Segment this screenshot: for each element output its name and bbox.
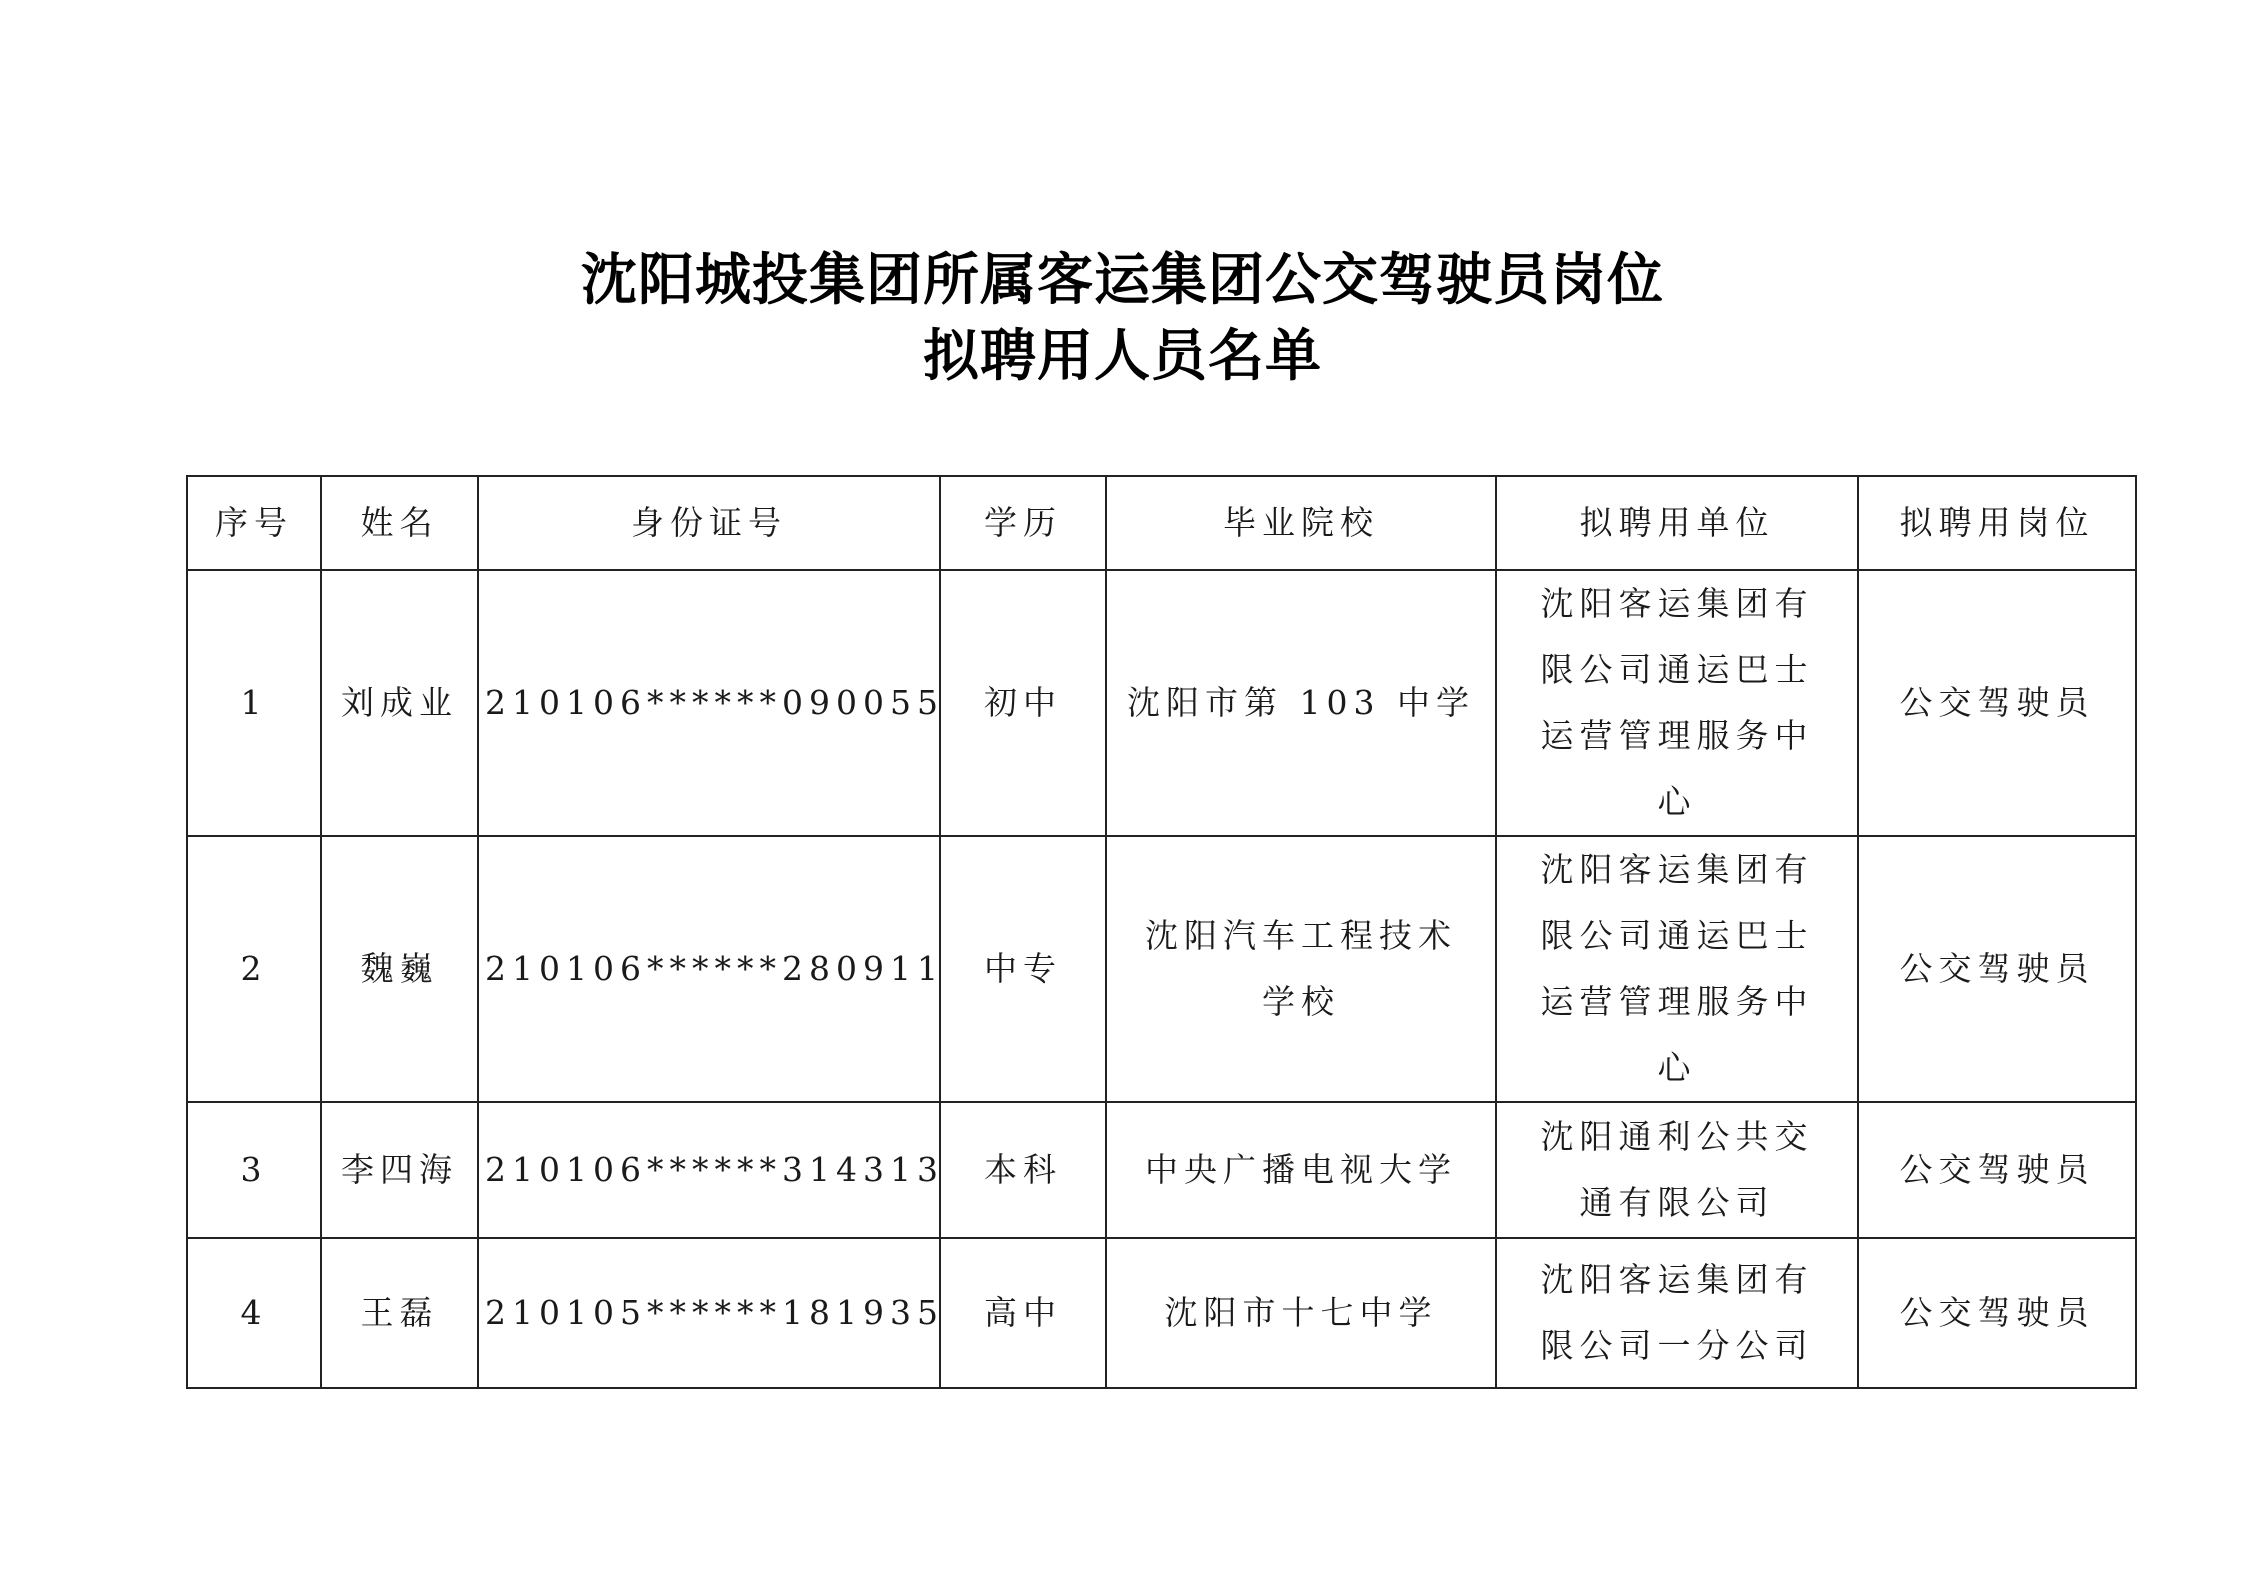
cell-school: [1106, 570, 1496, 836]
cell-education: 中专: [940, 836, 1106, 1102]
cell-id-number: 210106******090055: [478, 570, 940, 836]
table-row: [187, 570, 2136, 836]
document-title-line2: 拟聘用人员名单: [923, 323, 1322, 389]
cell-position: 公交驾驶员: [1858, 1238, 2136, 1388]
cell-name: 李四海: [321, 1102, 478, 1238]
table-header-row: [187, 476, 2136, 570]
header-unit: 拟聘用单位: [1496, 476, 1858, 570]
cell-school-text: 中央广播电视大学: [1145, 1150, 1457, 1189]
cell-unit: [1496, 836, 1858, 1102]
cell-serial: 2: [187, 836, 321, 1102]
cell-unit: [1496, 570, 1858, 836]
cell-school-text: 沈阳汽车工程技术学校: [1145, 916, 1457, 1021]
header-position: 拟聘用岗位: [1858, 476, 2136, 570]
cell-serial: 1: [187, 570, 321, 836]
cell-unit-text: 沈阳客运集团有限公司一分公司: [1540, 1260, 1814, 1365]
table-row: [187, 836, 2136, 1102]
cell-position: 公交驾驶员: [1858, 836, 2136, 1102]
cell-serial: 3: [187, 1102, 321, 1238]
cell-school-text: 沈阳市十七中学: [1164, 1293, 1438, 1332]
cell-unit: [1496, 1102, 1858, 1238]
cell-position: 公交驾驶员: [1858, 1102, 2136, 1238]
cell-unit-text: 沈阳客运集团有限公司通运巴士运营管理服务中心: [1540, 850, 1814, 1087]
header-id-number: 身份证号: [478, 476, 940, 570]
cell-school-text: 沈阳市第 103 中学: [1127, 683, 1475, 722]
table-row: [187, 1238, 2136, 1388]
cell-id-number: 210106******280911: [478, 836, 940, 1102]
cell-serial: 4: [187, 1238, 321, 1388]
cell-unit-text: 沈阳通利公共交通有限公司: [1540, 1117, 1814, 1222]
cell-position: 公交驾驶员: [1858, 570, 2136, 836]
cell-unit: [1496, 1238, 1858, 1388]
cell-id-number: 210106******314313: [478, 1102, 940, 1238]
cell-name: 王磊: [321, 1238, 478, 1388]
header-school: 毕业院校: [1106, 476, 1496, 570]
cell-name: 魏巍: [321, 836, 478, 1102]
table-row: [187, 1102, 2136, 1238]
cell-education: 初中: [940, 570, 1106, 836]
cell-education: 本科: [940, 1102, 1106, 1238]
document-title-line1: 沈阳城投集团所属客运集团公交驾驶员岗位: [581, 247, 1664, 313]
header-education: 学历: [940, 476, 1106, 570]
cell-id-number: 210105******181935: [478, 1238, 940, 1388]
header-serial: 序号: [187, 476, 321, 570]
cell-school: [1106, 1238, 1496, 1388]
candidate-table: [186, 475, 2137, 1389]
cell-education: 高中: [940, 1238, 1106, 1388]
header-name: 姓名: [321, 476, 478, 570]
cell-name: 刘成业: [321, 570, 478, 836]
cell-school: [1106, 836, 1496, 1102]
cell-unit-text: 沈阳客运集团有限公司通运巴士运营管理服务中心: [1540, 584, 1814, 821]
cell-school: [1106, 1102, 1496, 1238]
